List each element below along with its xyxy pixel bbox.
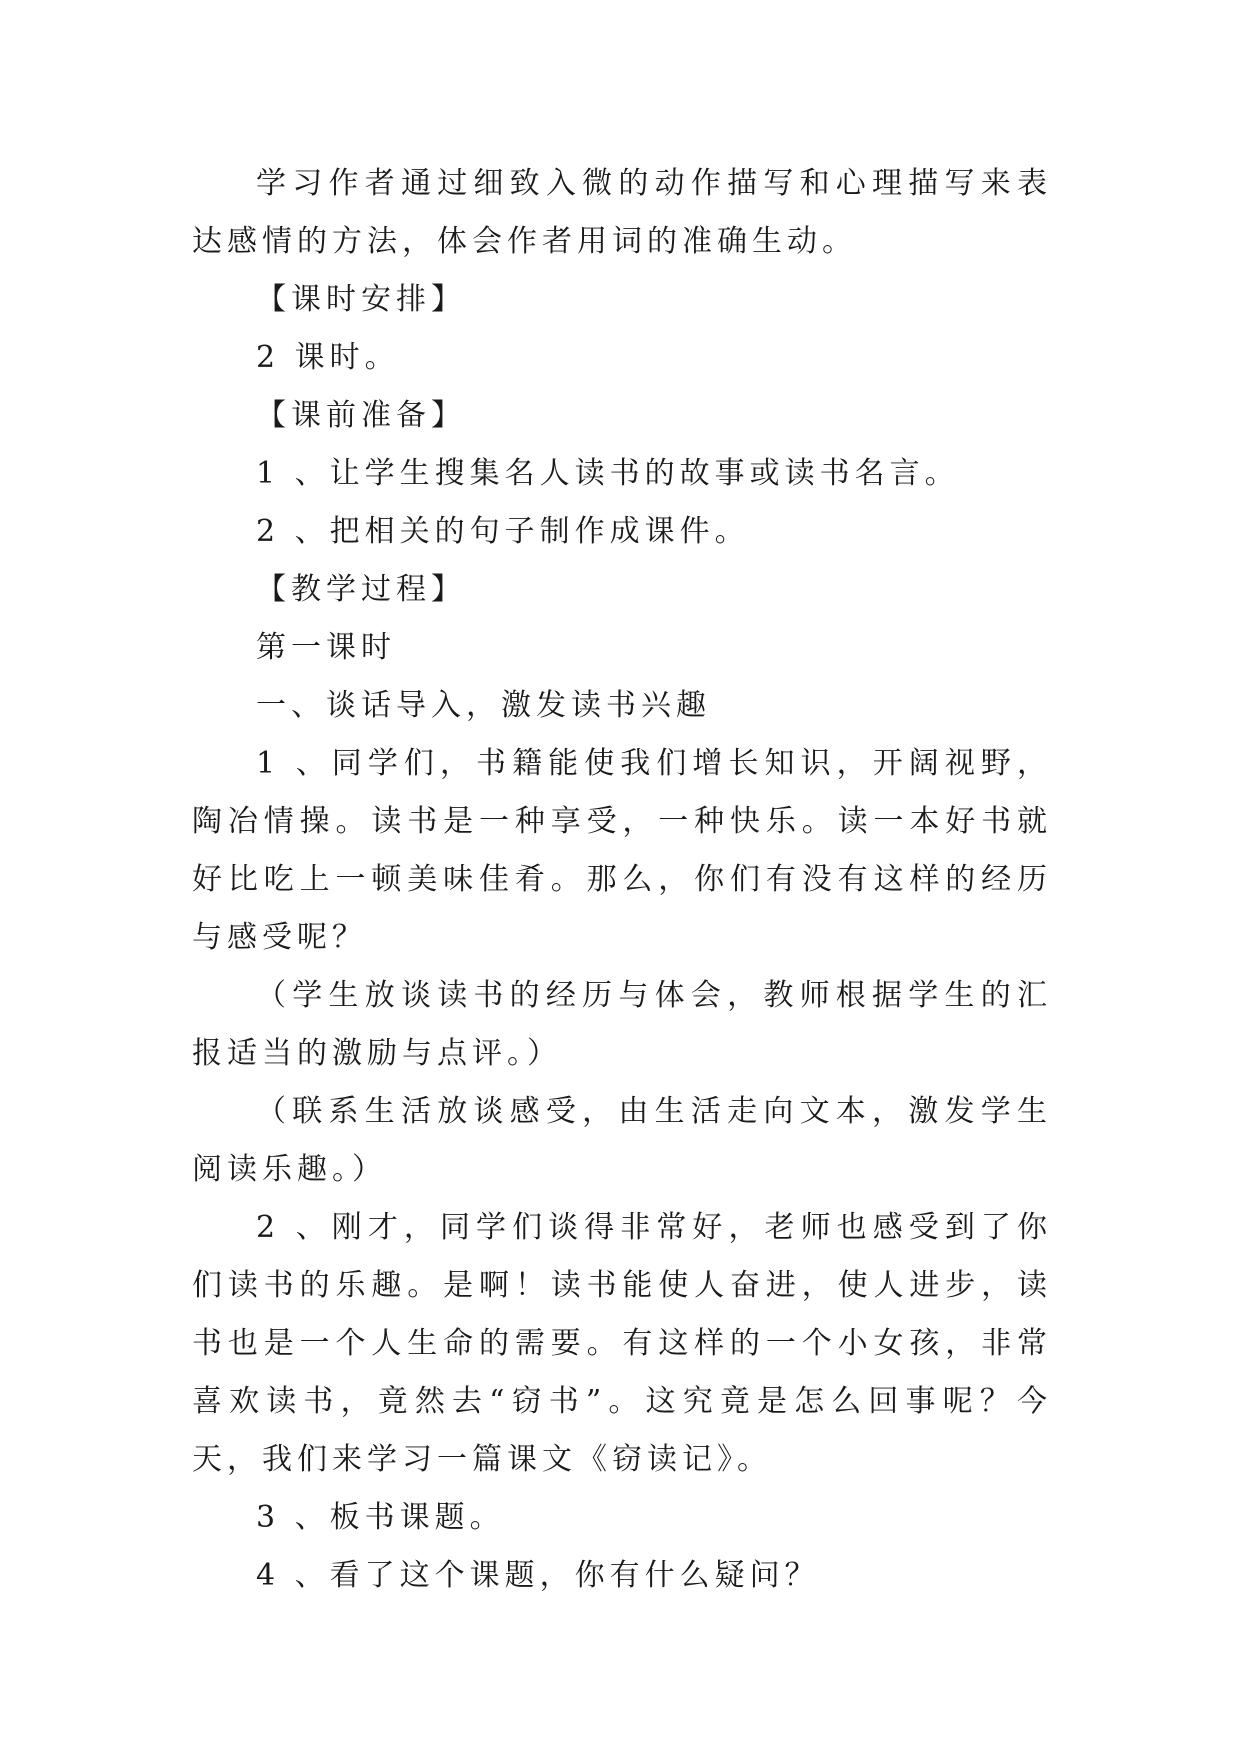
heading-lesson-schedule: 【课时安排】: [256, 282, 466, 317]
paragraph-step-1: 1 、同学们，书籍能使我们增长知识，开阔视野，陶冶情操。读书是一种享受，一种快乐。读一本好书就好比吃上一顿美味佳肴。那么，你们有没有这样的经历与感受呢？: [192, 746, 1052, 955]
heading-first-lesson: 第一课时: [256, 630, 396, 665]
paragraph-step-4: 4 、看了这个课题，你有什么疑问？: [256, 1558, 820, 1593]
paragraph-note-1: （学生放谈读书的经历与体会，教师根据学生的汇报适当的激励与点评。）: [192, 978, 1052, 1071]
heading-section-one: 一、谈话导入，激发读书兴趣: [256, 688, 711, 723]
paragraph-step-2: 2 、刚才，同学们谈得非常好，老师也感受到了你们读书的乐趣。是啊！读书能使人奋进，使人进步，读书也是一个人生命的需要。有这样的一个小女孩，非常喜欢读书，竟然去“窃书”。这究竟是怎么回事呢？今天，我们来学习一篇课文《窃读记》。: [192, 1210, 1052, 1477]
paragraph-note-2: （联系生活放谈感受，由生活走向文本，激发学生阅读乐趣。）: [192, 1094, 1052, 1187]
paragraph-step-3: 3 、板书课题。: [256, 1500, 505, 1535]
paragraph-learning-goal: 学习作者通过细致入微的动作描写和心理描写来表达感情的方法，体会作者用词的准确生动。: [192, 166, 1052, 259]
document-body: [192, 155, 1052, 1605]
paragraph-preparation-2: 2 、把相关的句子制作成课件。: [256, 514, 750, 549]
paragraph-preparation-1: 1 、让学生搜集名人读书的故事或读书名言。: [256, 456, 960, 491]
heading-teaching-process: 【教学过程】: [256, 572, 466, 607]
paragraph-lesson-count: 2 课时。: [256, 340, 400, 375]
heading-preparation: 【课前准备】: [256, 398, 466, 433]
